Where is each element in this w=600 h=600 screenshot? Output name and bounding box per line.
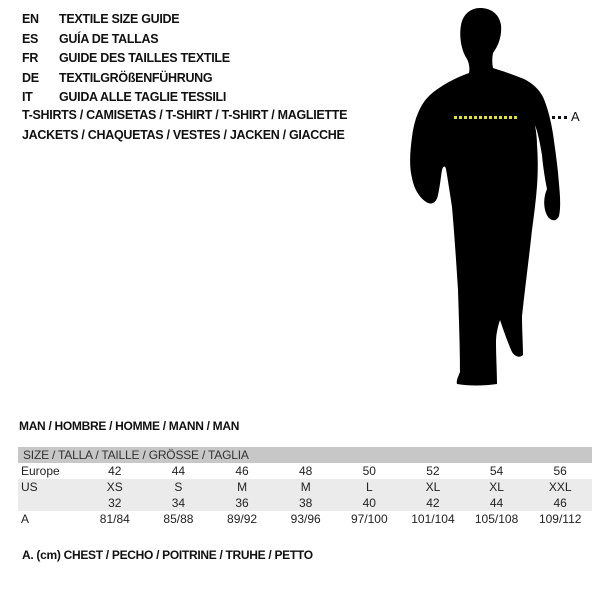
language-label: TEXTILE SIZE GUIDE [59, 12, 180, 26]
table-cell: 56 [553, 464, 567, 478]
table-cell: 105/108 [474, 512, 519, 526]
language-code: FR [22, 51, 39, 65]
row-label: Europe [21, 464, 60, 478]
table-cell: XS [83, 479, 147, 495]
table-header: SIZE / TALLA / TAILLE / GRÖSSE / TAGLIA [18, 447, 592, 463]
table-cell: 50 [362, 464, 376, 478]
language-label: GUIDA ALLE TAGLIE TESSILI [59, 90, 227, 104]
table-cell: XL [465, 479, 529, 495]
table-cell: M [274, 479, 338, 495]
table-cell: 34 [147, 495, 211, 511]
language-label: GUIDE DES TAILLES TEXTILE [59, 51, 230, 65]
table-cell: S [147, 479, 211, 495]
table-cell: XL [401, 479, 465, 495]
footnote-chest: A. (cm) CHEST / PECHO / POITRINE / TRUHE / PETTO [22, 548, 313, 562]
language-code: ES [22, 31, 39, 46]
language-code: DE [22, 70, 39, 85]
table-cell: 101/104 [411, 512, 455, 526]
language-label: GUÍA DE TALLAS [59, 31, 159, 46]
table-cell: 32 [83, 495, 147, 511]
measure-leader-line [552, 116, 568, 119]
table-row-europe [18, 463, 592, 479]
table-cell: 46 [235, 464, 249, 478]
table-cell: 42 [108, 464, 122, 478]
table-cell: 44 [171, 464, 186, 478]
table-cell: 89/92 [227, 512, 258, 526]
measure-label-a: A [571, 109, 580, 124]
table-cell: 48 [299, 464, 313, 478]
row-label: US [18, 479, 83, 495]
table-row-us [18, 479, 592, 495]
table-cell: 85/88 [163, 512, 194, 526]
man-silhouette-path [410, 8, 560, 386]
language-label: TEXTILGRÖßENFÜHRUNG [59, 70, 213, 85]
table-cell: M [210, 479, 274, 495]
section-title-man: MAN / HOMBRE / HOMME / MANN / MAN [19, 419, 240, 433]
table-header-row [18, 447, 592, 463]
row-label: A [21, 512, 30, 526]
table-cell: XXL [528, 479, 592, 495]
chest-measure-line [454, 116, 518, 119]
table-cell: 54 [489, 464, 504, 478]
table-row-numeric [18, 495, 592, 511]
language-code: EN [22, 12, 39, 26]
category-tshirts: T-SHIRTS / CAMISETAS / T-SHIRT / T-SHIRT / MAGLIETTE [22, 108, 348, 122]
table-cell: 38 [274, 495, 338, 511]
language-code: IT [22, 90, 33, 104]
row-label [18, 495, 83, 511]
category-jackets: JACKETS / CHAQUETAS / VESTES / JACKEN / GIACCHE [22, 127, 345, 142]
table-cell: L [338, 479, 402, 495]
table-cell: 81/84 [99, 512, 130, 526]
table-cell: 36 [210, 495, 274, 511]
table-cell: 52 [426, 464, 440, 478]
table-cell: 40 [338, 495, 402, 511]
man-silhouette [400, 0, 600, 400]
table-cell: 42 [401, 495, 465, 511]
size-table [18, 447, 592, 527]
table-cell: 44 [465, 495, 529, 511]
table-row-chest [18, 511, 592, 527]
table-cell: 46 [528, 495, 592, 511]
table-cell: 97/100 [350, 512, 388, 526]
table-cell: 109/112 [538, 512, 582, 526]
table-cell: 93/96 [290, 512, 321, 526]
